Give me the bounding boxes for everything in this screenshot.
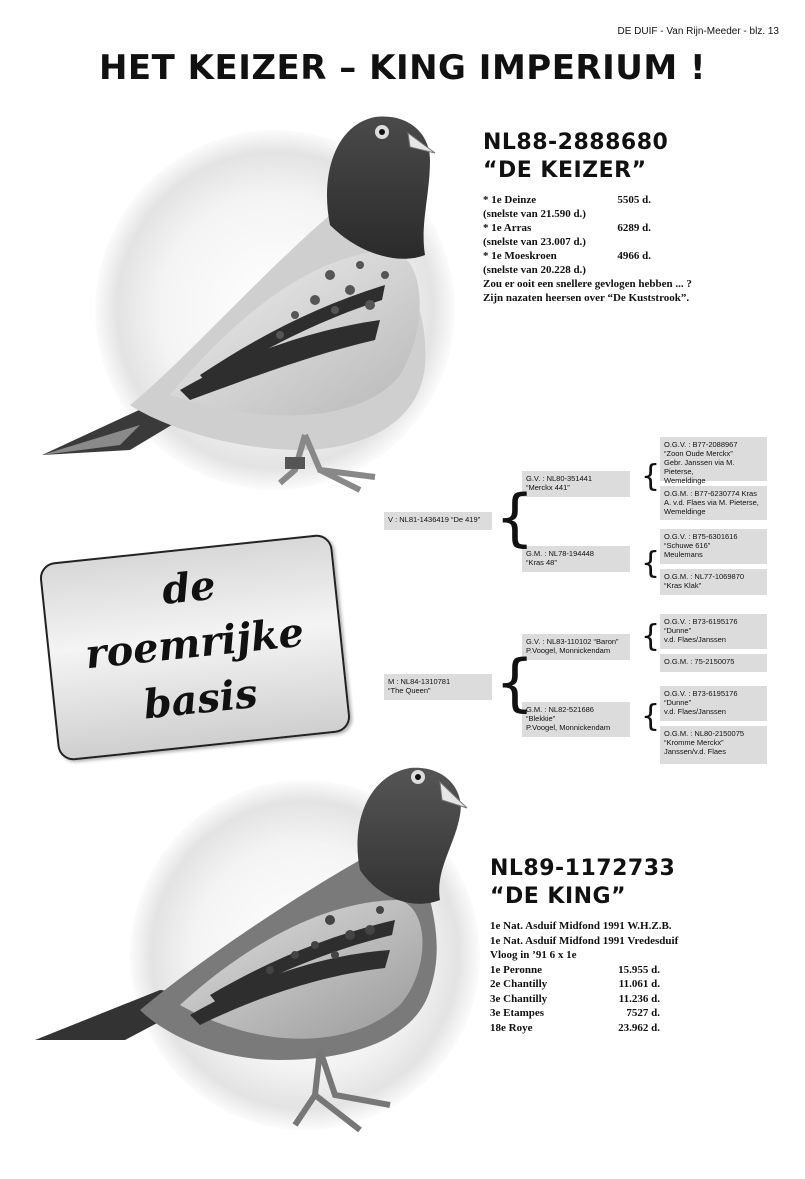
pedigree-grandsire-paternal	[522, 471, 630, 497]
keizer-name: “DE KEIZER”	[483, 158, 647, 183]
result-row	[483, 194, 651, 206]
pedigree-line: G.M. : NL78-194448	[526, 549, 594, 558]
result-row	[483, 278, 692, 290]
pedigree-line: Wemeldinge	[664, 507, 706, 516]
result-row	[490, 1007, 660, 1019]
result-row	[490, 949, 576, 961]
result-row	[490, 920, 672, 932]
pedigree-ggs-3	[660, 614, 767, 649]
pedigree-line: O.G.V. : B73-6195176	[664, 689, 738, 698]
result-text: 1e Nat. Asduif Midfond 1991 Vredesduif	[490, 934, 679, 947]
result-value: 15.955 d.	[618, 963, 660, 976]
result-row	[490, 992, 660, 1005]
result-text: (snelste van 20.228 d.)	[483, 264, 586, 276]
king-pigeon-photo	[30, 760, 480, 1150]
result-text: * 1e Arras	[483, 222, 532, 234]
pedigree-line: v.d. Flaes/Janssen	[664, 635, 726, 644]
pedigree-line: G.M. : NL82-521686	[526, 705, 594, 714]
basis-line-3: basis	[141, 669, 260, 729]
pedigree-line: O.G.M. : 75-2150075	[664, 657, 735, 666]
pedigree-line: O.G.V. : B77-2088967	[664, 440, 738, 449]
result-value: 5505 d.	[617, 194, 651, 206]
result-text: * 1e Deinze	[483, 194, 537, 206]
result-text: 3e Etampes	[490, 1007, 545, 1019]
pedigree-line: O.G.V. : B75-6301616	[664, 532, 738, 541]
result-value: 6289 d.	[617, 222, 651, 234]
pedigree-line: O.G.M. : NL80-2150075	[664, 729, 745, 738]
pedigree-line: “The Queen”	[388, 686, 431, 695]
basis-line-1: de	[159, 561, 218, 614]
result-row	[483, 208, 586, 220]
pedigree-line: P.Voogel, Monnickendam	[526, 723, 611, 732]
pedigree-ggd-2	[660, 569, 767, 595]
pedigree-line: v.d. Flaes/Janssen	[664, 707, 726, 716]
basis-card	[38, 533, 351, 762]
pedigree-line: O.G.V. : B73-6195176	[664, 617, 738, 626]
brace-mf: {	[641, 619, 661, 654]
result-text: * 1e Moeskroen	[483, 250, 557, 262]
pedigree-line: “Kromme Merckx”	[664, 738, 724, 747]
basis-line-2: roemrijke	[83, 608, 307, 679]
result-text: 1e Peronne	[490, 963, 543, 976]
result-text: (snelste van 23.007 d.)	[483, 236, 586, 248]
result-text: 1e Nat. Asduif Midfond 1991 W.H.Z.B.	[490, 920, 672, 932]
pedigree-line: V : NL81-1436419 “De 419”	[388, 515, 481, 524]
pedigree-line: “Schuwe 616”	[664, 541, 711, 550]
pedigree-ggd-1	[660, 486, 767, 520]
brace-ff: {	[641, 459, 661, 494]
king-ring-number: NL89-1172733	[490, 856, 676, 881]
result-row	[483, 264, 586, 276]
result-value: 11.236 d.	[618, 992, 660, 1005]
brace-fm: {	[641, 546, 661, 581]
pedigree-line: “Zoon Oude Merckx”	[664, 449, 733, 458]
result-text: 18e Roye	[490, 1021, 533, 1034]
result-value: 11.061 d.	[618, 978, 660, 990]
result-row	[490, 963, 660, 976]
result-text: Vloog in ’91 6 x 1e	[490, 949, 577, 961]
pedigree-ggs-4	[660, 686, 767, 721]
keizer-ring-number: NL88-2888680	[483, 130, 669, 155]
pedigree-line: “Merckx 441”	[526, 483, 570, 492]
pedigree-line: G.V. : NL83-110102 “Baron”	[526, 637, 619, 646]
result-text: Zijn nazaten heersen over “De Kuststrook”.	[483, 292, 690, 304]
pedigree-line: Janssen/v.d. Flaes	[664, 747, 726, 756]
pedigree-ggs-2	[660, 529, 767, 564]
brace-mm: {	[641, 699, 661, 734]
pedigree-line: O.G.M. : B77-6230774 Kras	[664, 489, 757, 498]
result-value: 4966 d.	[617, 250, 651, 262]
result-row	[490, 935, 678, 947]
pedigree-granddam-maternal	[522, 702, 630, 737]
pedigree-ggd-4	[660, 726, 767, 764]
pedigree-line: A. v.d. Flaes via M. Pieterse,	[664, 498, 759, 507]
pedigree-line: P.Voogel, Monnickendam	[526, 646, 611, 655]
result-text: Zou er ooit een snellere gevlogen hebben ... ?	[483, 278, 692, 290]
pedigree-line: “Dunne”	[664, 698, 692, 707]
keizer-pigeon-photo	[30, 105, 460, 515]
result-row	[483, 236, 586, 248]
page-credit: DE DUIF - Van Rijn-Meeder - blz. 13	[617, 26, 779, 37]
result-value: 23.962 d.	[618, 1021, 660, 1034]
result-row	[490, 1021, 660, 1034]
brace-mother: {	[495, 646, 535, 719]
pedigree-line: M : NL84-1310781	[388, 677, 451, 686]
pedigree-line: G.V. : NL80-351441	[526, 474, 593, 483]
pedigree-father	[384, 512, 492, 530]
pedigree-mother	[384, 674, 492, 700]
king-name: “DE KING”	[490, 884, 627, 909]
pedigree-ggs-1	[660, 437, 767, 485]
pedigree-line: Wemeldinge	[664, 476, 706, 485]
pedigree-line: “Kras Klak”	[664, 581, 702, 590]
result-text: 3e Chantilly	[490, 992, 548, 1005]
result-text: (snelste van 21.590 d.)	[483, 208, 586, 220]
result-row	[490, 978, 660, 990]
pedigree-line: “Kras 48”	[526, 558, 557, 567]
result-text: 2e Chantilly	[490, 978, 548, 990]
brace-father: {	[495, 481, 535, 554]
pedigree-granddam-paternal	[522, 546, 630, 572]
pedigree-line: “Blekkie”	[526, 714, 556, 723]
pedigree-line: Meulemans	[664, 550, 703, 559]
result-value: 7527 d.	[626, 1007, 660, 1019]
pedigree-grandsire-maternal	[522, 634, 630, 660]
pedigree-line: Gebr. Janssen via M. Pieterse,	[664, 458, 735, 476]
page-title: HET KEIZER – KING IMPERIUM !	[98, 48, 707, 88]
pedigree-ggd-3	[660, 654, 767, 672]
pedigree-line: O.G.M. : NL77-1069870	[664, 572, 745, 581]
result-row	[483, 250, 651, 262]
result-row	[483, 292, 689, 304]
result-row	[483, 222, 651, 234]
pedigree-line: “Dunne”	[664, 626, 692, 635]
